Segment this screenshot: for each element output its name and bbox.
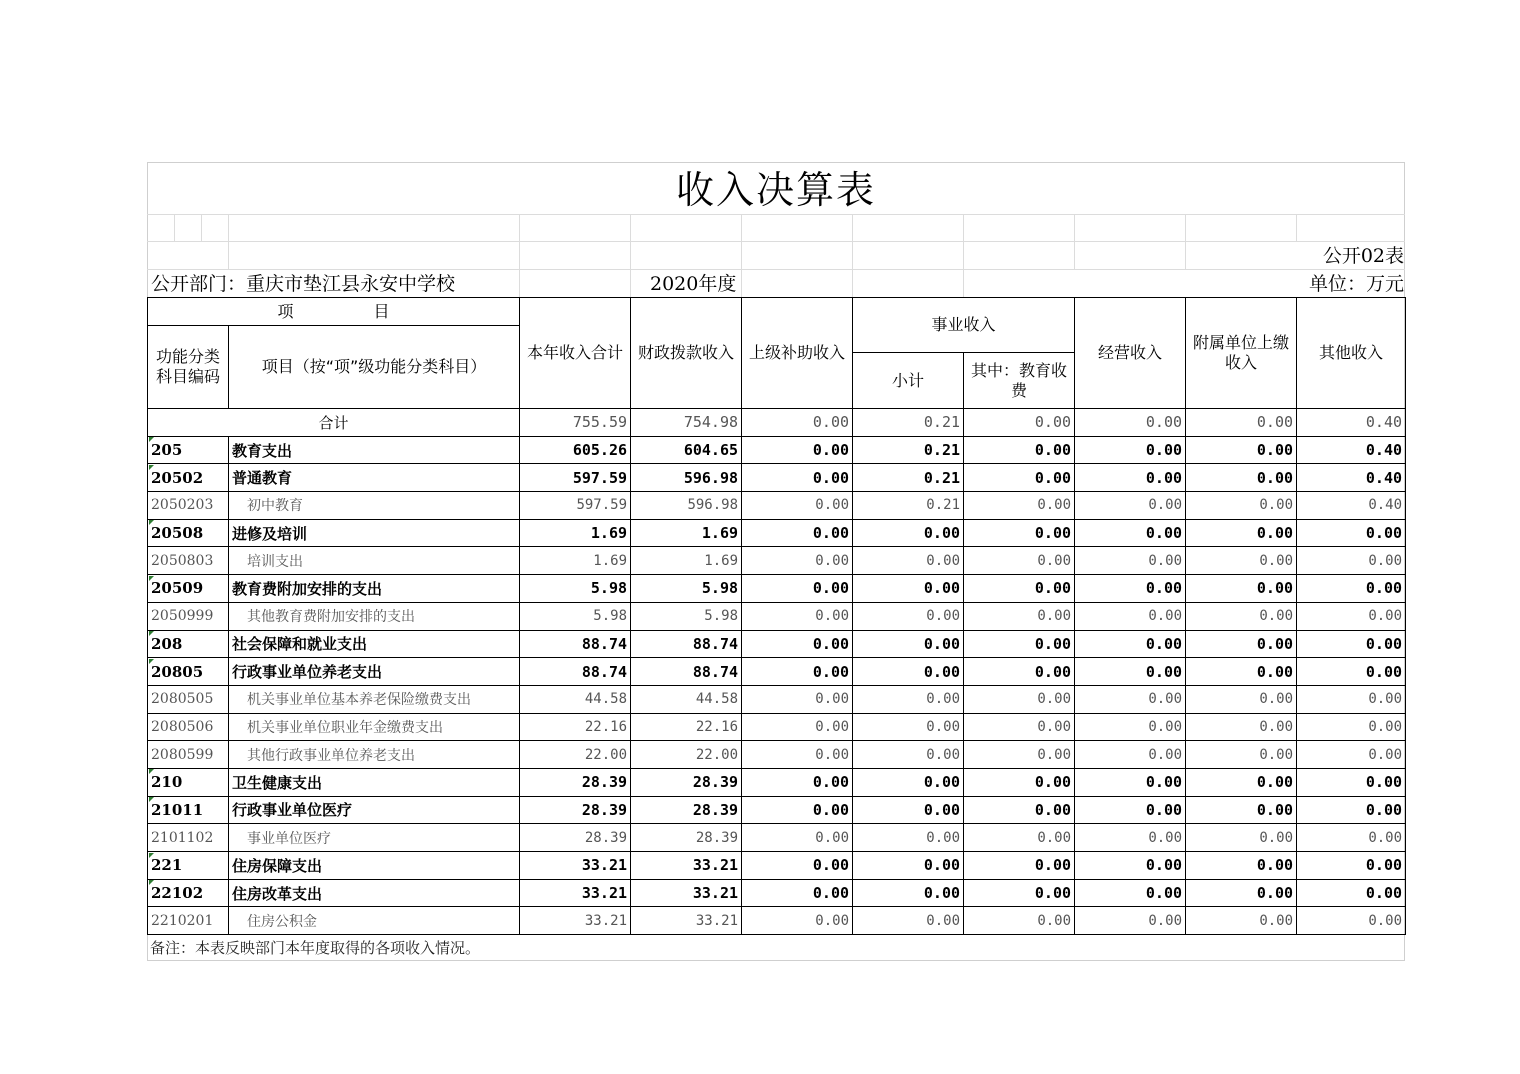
row-name: 教育支出	[229, 436, 520, 464]
row-value: 0.40	[1297, 436, 1406, 464]
row-value: 0.00	[964, 547, 1075, 575]
row-value: 0.00	[742, 464, 853, 492]
row-value: 1.69	[631, 547, 742, 575]
table-row	[148, 768, 1406, 796]
row-value: 0.00	[964, 879, 1075, 907]
row-value: 597.59	[520, 492, 631, 520]
row-value: 0.00	[1075, 768, 1186, 796]
row-value: 0.00	[1297, 879, 1406, 907]
row-code: 2101102	[148, 824, 229, 852]
table-row	[148, 796, 1406, 824]
row-value: 0.00	[1297, 602, 1406, 630]
row-value: 0.00	[853, 768, 964, 796]
table-row	[148, 741, 1406, 769]
department-label: 公开部门：重庆市垫江县永安中学校	[151, 273, 456, 295]
row-value: 0.00	[1186, 602, 1297, 630]
row-value: 88.74	[631, 658, 742, 686]
unit-label: 单位：万元	[1308, 273, 1404, 295]
cell-marker	[149, 631, 154, 636]
header-business: 经营收入	[1075, 298, 1186, 409]
row-name: 住房公积金	[229, 907, 520, 935]
row-name: 事业单位医疗	[229, 824, 520, 852]
row-value: 88.74	[520, 658, 631, 686]
row-value: 0.00	[742, 741, 853, 769]
row-value: 0.00	[1075, 575, 1186, 603]
gridline	[519, 214, 520, 297]
table-row	[148, 852, 1406, 880]
table-row	[148, 575, 1406, 603]
row-value: 604.65	[631, 436, 742, 464]
row-value: 0.00	[742, 852, 853, 880]
row-value: 0.00	[853, 824, 964, 852]
year-label: 2020年度	[650, 273, 737, 295]
row-value: 0.00	[1186, 741, 1297, 769]
header-item-group: 项 目	[148, 298, 520, 326]
row-value: 0.00	[964, 436, 1075, 464]
gridline	[1074, 214, 1075, 269]
row-value: 0.00	[964, 630, 1075, 658]
row-value: 1.69	[520, 519, 631, 547]
row-value: 33.21	[631, 852, 742, 880]
row-value: 0.00	[1186, 852, 1297, 880]
row-value: 0.21	[853, 409, 964, 437]
row-value: 28.39	[520, 824, 631, 852]
gridline	[228, 214, 229, 269]
row-value: 22.16	[520, 713, 631, 741]
row-value: 0.00	[1297, 852, 1406, 880]
row-name: 卫生健康支出	[229, 768, 520, 796]
header-affiliated: 附属单位上缴收入	[1186, 298, 1297, 409]
cell-marker	[149, 769, 154, 774]
row-value: 0.00	[1075, 658, 1186, 686]
row-value: 0.00	[1186, 547, 1297, 575]
row-value: 0.00	[1297, 768, 1406, 796]
row-value: 0.00	[853, 547, 964, 575]
row-value: 597.59	[520, 464, 631, 492]
row-value: 0.00	[964, 575, 1075, 603]
row-value: 0.00	[964, 658, 1075, 686]
row-value: 33.21	[520, 852, 631, 880]
row-name: 合计	[148, 409, 520, 437]
gridline	[630, 214, 631, 297]
header-career-group: 事业收入	[853, 298, 1075, 353]
row-value: 0.00	[964, 492, 1075, 520]
row-value: 0.00	[964, 741, 1075, 769]
row-value: 0.00	[742, 575, 853, 603]
row-value: 0.00	[964, 713, 1075, 741]
row-value: 0.00	[964, 409, 1075, 437]
row-name: 教育费附加安排的支出	[229, 575, 520, 603]
row-code: 2210201	[148, 907, 229, 935]
row-value: 22.00	[631, 741, 742, 769]
row-code: 2050999	[148, 602, 229, 630]
row-value: 0.00	[1186, 824, 1297, 852]
row-name: 普通教育	[229, 464, 520, 492]
row-value: 0.00	[1186, 879, 1297, 907]
gridline	[852, 214, 853, 297]
row-value: 88.74	[520, 630, 631, 658]
table-row	[148, 907, 1406, 935]
form-number: 公开02表	[1322, 245, 1404, 267]
table-row	[148, 630, 1406, 658]
row-code: 20805	[148, 658, 229, 686]
gridline	[1296, 214, 1297, 242]
row-value: 0.40	[1297, 409, 1406, 437]
row-value: 0.00	[1297, 796, 1406, 824]
row-value: 0.00	[964, 852, 1075, 880]
row-name: 行政事业单位养老支出	[229, 658, 520, 686]
row-value: 0.00	[853, 630, 964, 658]
row-value: 0.00	[1075, 436, 1186, 464]
row-value: 0.00	[1297, 713, 1406, 741]
row-value: 5.98	[520, 575, 631, 603]
header-code: 功能分类科目编码	[148, 326, 229, 409]
row-code: 221	[148, 852, 229, 880]
row-value: 0.40	[1297, 464, 1406, 492]
row-value: 22.16	[631, 713, 742, 741]
row-name: 机关事业单位职业年金缴费支出	[229, 713, 520, 741]
row-value: 0.21	[853, 464, 964, 492]
row-value: 0.00	[853, 741, 964, 769]
page-title: 收入决算表	[675, 168, 876, 212]
row-code: 2080505	[148, 685, 229, 713]
row-name: 其他行政事业单位养老支出	[229, 741, 520, 769]
row-value: 0.00	[1075, 852, 1186, 880]
income-table	[147, 297, 1406, 935]
gridline	[741, 214, 742, 297]
table-row	[148, 824, 1406, 852]
row-code: 2080599	[148, 741, 229, 769]
footnote: 备注：本表反映部门本年度取得的各项收入情况。	[150, 939, 481, 957]
row-code: 2050203	[148, 492, 229, 520]
row-value: 0.00	[1075, 796, 1186, 824]
row-value: 28.39	[631, 796, 742, 824]
row-value: 0.00	[964, 685, 1075, 713]
row-code: 21011	[148, 796, 229, 824]
row-value: 0.40	[1297, 492, 1406, 520]
table-row	[148, 436, 1406, 464]
row-value: 0.21	[853, 436, 964, 464]
row-value: 0.00	[964, 464, 1075, 492]
row-value: 0.00	[964, 824, 1075, 852]
row-value: 0.00	[1186, 464, 1297, 492]
row-value: 28.39	[520, 796, 631, 824]
table-row	[148, 685, 1406, 713]
row-value: 0.00	[853, 713, 964, 741]
cell-marker	[149, 437, 154, 442]
row-value: 0.00	[1075, 547, 1186, 575]
header-superior: 上级补助收入	[742, 298, 853, 409]
row-value: 0.00	[853, 685, 964, 713]
row-code: 2080506	[148, 713, 229, 741]
row-value: 0.00	[1186, 630, 1297, 658]
row-value: 88.74	[631, 630, 742, 658]
row-code: 20508	[148, 519, 229, 547]
row-value: 33.21	[520, 879, 631, 907]
table-row	[148, 879, 1406, 907]
gridline	[174, 214, 175, 242]
row-value: 0.00	[1186, 575, 1297, 603]
row-value: 0.00	[1297, 519, 1406, 547]
table-row	[148, 409, 1406, 437]
header-total: 本年收入合计	[520, 298, 631, 409]
row-value: 0.00	[1075, 741, 1186, 769]
row-name: 机关事业单位基本养老保险缴费支出	[229, 685, 520, 713]
row-value: 0.00	[853, 602, 964, 630]
row-value: 755.59	[520, 409, 631, 437]
table-row	[148, 602, 1406, 630]
row-name: 进修及培训	[229, 519, 520, 547]
cell-marker	[149, 659, 154, 664]
row-value: 0.00	[1186, 796, 1297, 824]
row-value: 0.00	[1186, 519, 1297, 547]
row-value: 0.00	[1075, 630, 1186, 658]
row-value: 605.26	[520, 436, 631, 464]
gridline	[963, 214, 964, 297]
row-value: 0.00	[1075, 713, 1186, 741]
cell-marker	[149, 520, 154, 525]
row-value: 28.39	[631, 824, 742, 852]
header-other: 其他收入	[1297, 298, 1406, 409]
gridline	[147, 269, 1405, 270]
cell-marker	[149, 797, 154, 802]
row-value: 0.00	[742, 436, 853, 464]
table-row	[148, 464, 1406, 492]
row-value: 596.98	[631, 492, 742, 520]
row-value: 0.00	[964, 519, 1075, 547]
row-value: 44.58	[631, 685, 742, 713]
row-name: 住房改革支出	[229, 879, 520, 907]
row-value: 5.98	[631, 602, 742, 630]
table-row	[148, 658, 1406, 686]
row-code: 20509	[148, 575, 229, 603]
row-value: 1.69	[631, 519, 742, 547]
row-value: 5.98	[520, 602, 631, 630]
gridline	[147, 241, 1405, 242]
row-value: 0.00	[1186, 436, 1297, 464]
row-value: 0.00	[1075, 824, 1186, 852]
row-value: 0.00	[964, 907, 1075, 935]
table-row	[148, 547, 1406, 575]
row-value: 0.00	[964, 602, 1075, 630]
row-value: 0.00	[1297, 547, 1406, 575]
row-code: 205	[148, 436, 229, 464]
row-value: 0.00	[742, 602, 853, 630]
gridline	[1185, 214, 1186, 269]
row-value: 0.00	[1075, 464, 1186, 492]
row-code: 20502	[148, 464, 229, 492]
row-value: 0.00	[1075, 685, 1186, 713]
row-value: 0.00	[742, 547, 853, 575]
row-value: 44.58	[520, 685, 631, 713]
row-value: 0.00	[1075, 879, 1186, 907]
row-value: 0.00	[1075, 602, 1186, 630]
row-value: 0.00	[853, 658, 964, 686]
row-name: 社会保障和就业支出	[229, 630, 520, 658]
row-value: 28.39	[631, 768, 742, 796]
row-value: 0.00	[1186, 492, 1297, 520]
row-value: 0.00	[742, 824, 853, 852]
header-name: 项目（按“项”级功能分类科目）	[229, 326, 520, 409]
row-value: 0.00	[742, 768, 853, 796]
row-code: 22102	[148, 879, 229, 907]
row-value: 0.21	[853, 492, 964, 520]
row-value: 0.00	[1186, 768, 1297, 796]
row-name: 行政事业单位医疗	[229, 796, 520, 824]
header-edu-fee: 其中：教育收费	[964, 353, 1075, 409]
row-value: 0.00	[853, 519, 964, 547]
row-value: 0.00	[1297, 824, 1406, 852]
row-value: 0.00	[853, 852, 964, 880]
row-value: 0.00	[1186, 409, 1297, 437]
row-value: 754.98	[631, 409, 742, 437]
row-value: 0.00	[1297, 685, 1406, 713]
row-value: 33.21	[631, 879, 742, 907]
row-value: 0.00	[1186, 907, 1297, 935]
row-code: 2050803	[148, 547, 229, 575]
row-value: 596.98	[631, 464, 742, 492]
gridline	[147, 214, 1405, 215]
row-value: 0.00	[742, 713, 853, 741]
cell-marker	[149, 576, 154, 581]
row-name: 其他教育费附加安排的支出	[229, 602, 520, 630]
row-value: 0.00	[1075, 907, 1186, 935]
row-name: 初中教育	[229, 492, 520, 520]
row-value: 0.00	[1186, 713, 1297, 741]
row-name: 住房保障支出	[229, 852, 520, 880]
row-value: 0.00	[1297, 575, 1406, 603]
header-subtotal: 小计	[853, 353, 964, 409]
table-row	[148, 713, 1406, 741]
row-value: 0.00	[742, 519, 853, 547]
row-value: 0.00	[742, 409, 853, 437]
row-value: 0.00	[742, 630, 853, 658]
row-value: 0.00	[742, 907, 853, 935]
row-value: 0.00	[742, 879, 853, 907]
row-value: 22.00	[520, 741, 631, 769]
row-value: 0.00	[1297, 630, 1406, 658]
row-value: 1.69	[520, 547, 631, 575]
row-value: 0.00	[1186, 658, 1297, 686]
gridline	[201, 214, 202, 242]
row-code: 210	[148, 768, 229, 796]
row-value: 0.00	[1297, 658, 1406, 686]
row-value: 0.00	[964, 796, 1075, 824]
row-value: 0.00	[1297, 741, 1406, 769]
table-row	[148, 492, 1406, 520]
row-value: 0.00	[1075, 519, 1186, 547]
row-value: 0.00	[853, 575, 964, 603]
row-value: 0.00	[964, 768, 1075, 796]
row-value: 28.39	[520, 768, 631, 796]
row-value: 33.21	[631, 907, 742, 935]
row-value: 0.00	[742, 658, 853, 686]
row-name: 培训支出	[229, 547, 520, 575]
row-value: 0.00	[1186, 685, 1297, 713]
row-value: 0.00	[853, 879, 964, 907]
row-value: 0.00	[1075, 492, 1186, 520]
row-value: 33.21	[520, 907, 631, 935]
cell-marker	[149, 853, 154, 858]
row-value: 0.00	[742, 492, 853, 520]
cell-marker	[149, 465, 154, 470]
row-code: 208	[148, 630, 229, 658]
row-value: 0.00	[853, 907, 964, 935]
row-value: 5.98	[631, 575, 742, 603]
row-value: 0.00	[853, 796, 964, 824]
row-value: 0.00	[1075, 409, 1186, 437]
table-row	[148, 519, 1406, 547]
cell-marker	[149, 880, 154, 885]
row-value: 0.00	[1297, 907, 1406, 935]
row-value: 0.00	[742, 796, 853, 824]
row-value: 0.00	[742, 685, 853, 713]
header-fiscal: 财政拨款收入	[631, 298, 742, 409]
